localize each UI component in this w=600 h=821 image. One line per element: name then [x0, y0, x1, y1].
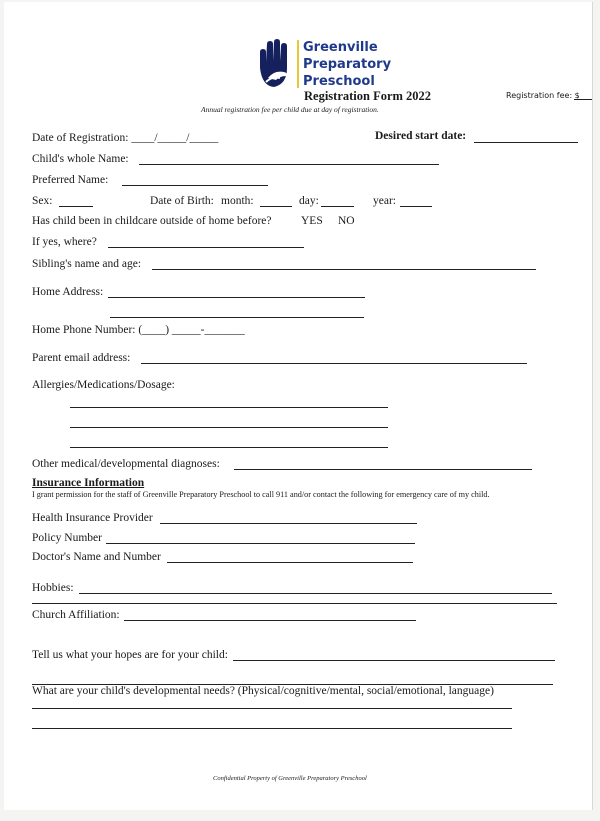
- if-yes-line[interactable]: [108, 247, 304, 248]
- sex-line[interactable]: [59, 206, 93, 207]
- fee-note: Annual registration fee per child due at day of registration.: [201, 105, 379, 114]
- dob-year-line[interactable]: [400, 206, 432, 207]
- whole-name-line[interactable]: [139, 164, 439, 165]
- allergies-line-1[interactable]: [70, 407, 388, 408]
- allergies-line-3[interactable]: [70, 447, 388, 448]
- desired-start-label: Desired start date:: [375, 130, 467, 142]
- church-line[interactable]: [124, 620, 416, 621]
- childcare-question: Has child been in childcare outside of home before?: [32, 215, 272, 227]
- registration-fee-line[interactable]: [574, 99, 592, 100]
- allergies-label: Allergies/Medications/Dosage:: [32, 379, 175, 391]
- parent-email-line[interactable]: [141, 363, 527, 364]
- footer-note: Confidential Property of Greenville Preparatory Preschool: [213, 775, 367, 782]
- other-medical-label: Other medical/developmental diagnoses:: [32, 458, 220, 470]
- policy-number-line[interactable]: [106, 543, 415, 544]
- hopes-line-1[interactable]: [233, 660, 555, 661]
- dob-month-label: month:: [221, 195, 254, 207]
- hobbies-line-2[interactable]: [32, 603, 557, 604]
- date-of-registration-label[interactable]: Date of Registration: ____/_____/_____: [32, 132, 219, 144]
- logo-divider: [297, 40, 299, 88]
- dob-year-label: year:: [373, 195, 396, 207]
- whole-name-label: Child's whole Name:: [32, 153, 129, 165]
- hopes-label: Tell us what your hopes are for your child:: [32, 649, 228, 661]
- registration-form-page: [4, 2, 593, 810]
- home-address-line-1[interactable]: [108, 297, 365, 298]
- dob-month-line[interactable]: [260, 206, 292, 207]
- other-medical-line[interactable]: [234, 469, 532, 470]
- insurance-provider-label: Health Insurance Provider: [32, 512, 153, 524]
- preferred-name-line[interactable]: [122, 185, 268, 186]
- childcare-no-option[interactable]: NO: [338, 215, 355, 227]
- preferred-name-label: Preferred Name:: [32, 174, 109, 186]
- desired-start-line[interactable]: [474, 142, 578, 143]
- childcare-yes-option[interactable]: YES: [301, 215, 323, 227]
- hand-in-hand-icon: [254, 38, 296, 90]
- developmental-needs-label: What are your child's developmental needs? (Physical/cognitive/mental, social/emotional, language): [32, 685, 494, 697]
- church-label: Church Affiliation:: [32, 609, 120, 621]
- insurance-permission: I grant permission for the staff of Greenville Preparatory Preschool to call 911 and/or contact the following for emergency care of my child.: [32, 490, 490, 499]
- insurance-heading: Insurance Information: [32, 477, 145, 489]
- sex-label: Sex:: [32, 195, 53, 207]
- school-name-line3: Preschool: [303, 74, 375, 89]
- insurance-provider-line[interactable]: [160, 523, 417, 524]
- home-phone-label[interactable]: Home Phone Number: (____) _____-_______: [32, 324, 245, 336]
- doctor-label: Doctor's Name and Number: [32, 551, 161, 563]
- hobbies-label: Hobbies:: [32, 582, 74, 594]
- hobbies-line-1[interactable]: [79, 593, 552, 594]
- dob-label: Date of Birth:: [150, 195, 214, 207]
- parent-email-label: Parent email address:: [32, 352, 131, 364]
- form-title: Registration Form 2022: [304, 89, 432, 103]
- allergies-line-2[interactable]: [70, 427, 388, 428]
- dob-day-label: day:: [299, 195, 319, 207]
- sibling-line[interactable]: [152, 269, 536, 270]
- sibling-label: Sibling's name and age:: [32, 258, 142, 270]
- if-yes-label: If yes, where?: [32, 236, 97, 248]
- registration-fee-label: Registration fee: $: [506, 91, 580, 100]
- school-name-line2: Preparatory: [303, 57, 392, 72]
- developmental-needs-line-2[interactable]: [32, 728, 512, 729]
- dob-day-line[interactable]: [321, 206, 354, 207]
- developmental-needs-line-1[interactable]: [32, 708, 512, 709]
- school-name-line1: Greenville: [303, 40, 378, 55]
- doctor-line[interactable]: [167, 562, 413, 563]
- home-address-label: Home Address:: [32, 286, 104, 298]
- home-address-line-2[interactable]: [110, 317, 364, 318]
- policy-number-label: Policy Number: [32, 532, 102, 544]
